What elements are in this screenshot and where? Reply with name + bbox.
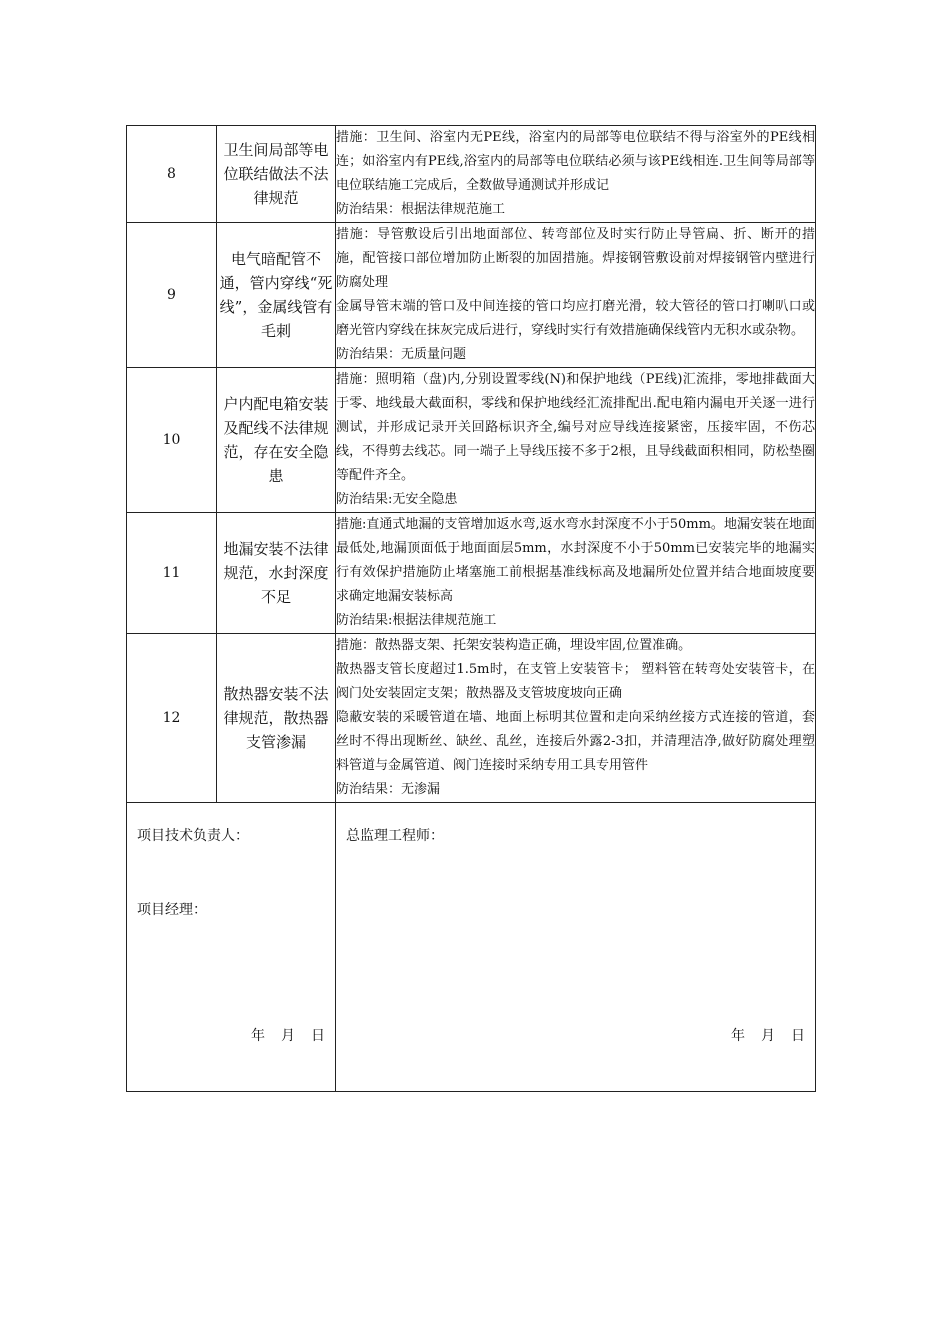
measure-paragraph: 措施：照明箱（盘)内,分别设置零线(N)和保护地线（PE线)汇流排，零地排截面大于零、地线最大截面积，零线和保护地线经汇流排配出.配电箱内漏电开关逐一进行测试，并形成记录开关回路标识齐全,编号对应导线连接紧密，压接牢固，不伤芯线，不得剪去线芯。同一端子上导线压接不多于2根，且导线截面积相同，防松垫圈等配件齐全。: [336, 372, 815, 483]
supervisor-date: [715, 1025, 805, 1045]
measure-paragraph: 措施：散热器支架、托架安装构造正确，埋设牢固,位置准确。: [336, 638, 692, 653]
measure-description: [336, 513, 816, 634]
table-row: [127, 126, 816, 223]
measure-paragraph: 金属导管末端的管口及中间连接的管口均应打磨光滑，较大管径的管口打喇叭口或磨光管内穿线在抹灰完成后进行，穿线时实行有效措施确保线管内无积水或杂物。: [336, 299, 815, 338]
year-label: 年: [731, 1028, 745, 1044]
row-number: 12: [127, 634, 217, 803]
month-label: 月: [761, 1028, 775, 1044]
quality-measures-table: [126, 125, 816, 1092]
day-label: 日: [311, 1028, 325, 1044]
issue-title: 散热器安装不法律规范，散热器支管渗漏: [217, 634, 336, 803]
table-row: [127, 223, 816, 368]
measure-paragraph: 措施：卫生间、浴室内无PE线，浴室内的局部等电位联结不得与浴室外的PE线相连；如浴室内有PE线,浴室内的局部等电位联结必须与该PE线相连.卫生间等局部等电位联结施工完成后，全数做导通测试并形成记: [336, 130, 815, 193]
year-label: 年: [251, 1028, 265, 1044]
supervisor-sign-cell: [336, 803, 816, 1092]
contractor-sign-cell: [127, 803, 336, 1092]
month-label: 月: [281, 1028, 295, 1044]
table-row: [127, 513, 816, 634]
measure-paragraph: 散热器支管长度超过1.5m时，在支管上安装管卡； 塑料管在转弯处安装管卡，在阀门处安装固定支架；散热器及支管坡度坡向正确: [336, 662, 815, 701]
issue-title: 地漏安装不法律规范，水封深度不足: [217, 513, 336, 634]
row-number: 9: [127, 223, 217, 368]
measure-paragraph: 措施：导管敷设后引出地面部位、转弯部位及时实行防止导管扁、折、断开的措施，配管接口部位增加防止断裂的加固措施。焊接钢管敷设前对焊接钢管内壁进行防腐处理: [336, 227, 815, 290]
measure-paragraph: 防治结果：无渗漏: [336, 782, 441, 797]
issue-title: 电气暗配管不通，管内穿线“死线”，金属线管有毛刺: [217, 223, 336, 368]
measure-description: [336, 223, 816, 368]
measure-paragraph: 隐蔽安装的采暖管道在墙、地面上标明其位置和走向采纳丝接方式连接的管道，套丝时不得出现断丝、缺丝、乱丝，连接后外露2-3扣，并清理洁净,做好防腐处理塑料管道与金属管道、阀门连接时采纳专用工具专用管件: [336, 710, 815, 773]
table-body: [127, 126, 816, 1092]
signature-row: [127, 803, 816, 1092]
issue-title: 户内配电箱安装及配线不法律规范，存在安全隐患: [217, 368, 336, 513]
issue-title: 卫生间局部等电位联结做法不法律规范: [217, 126, 336, 223]
measure-description: [336, 126, 816, 223]
table-row: [127, 634, 816, 803]
manager-label: 项目经理：: [137, 902, 207, 918]
day-label: 日: [791, 1028, 805, 1044]
measure-paragraph: 措施:直通式地漏的支管增加返水弯,返水弯水封深度不小于50mm。地漏安装在地面最低处,地漏顶面低于地面面层5mm，水封深度不小于50mm已安装完毕的地漏实行有效保护措施防止堵塞施工前根据基准线标高及地漏所处位置并结合地面坡度要求确定地漏安装标高: [336, 517, 815, 604]
measure-description: [336, 634, 816, 803]
table-row: [127, 368, 816, 513]
contractor-date: [235, 1025, 325, 1045]
row-number: 10: [127, 368, 217, 513]
measure-paragraph: 防治结果：根据法律规范施工: [336, 202, 506, 217]
chief-supervisor-label: 总监理工程师：: [346, 828, 444, 844]
row-number: 11: [127, 513, 217, 634]
row-number: 8: [127, 126, 217, 223]
measure-paragraph: 防治结果：无质量问题: [336, 347, 467, 362]
measure-paragraph: 防治结果:无安全隐患: [336, 492, 458, 507]
measure-description: [336, 368, 816, 513]
measure-paragraph: 防治结果:根据法律规范施工: [336, 613, 497, 628]
tech-lead-label: 项目技术负责人：: [137, 828, 249, 844]
